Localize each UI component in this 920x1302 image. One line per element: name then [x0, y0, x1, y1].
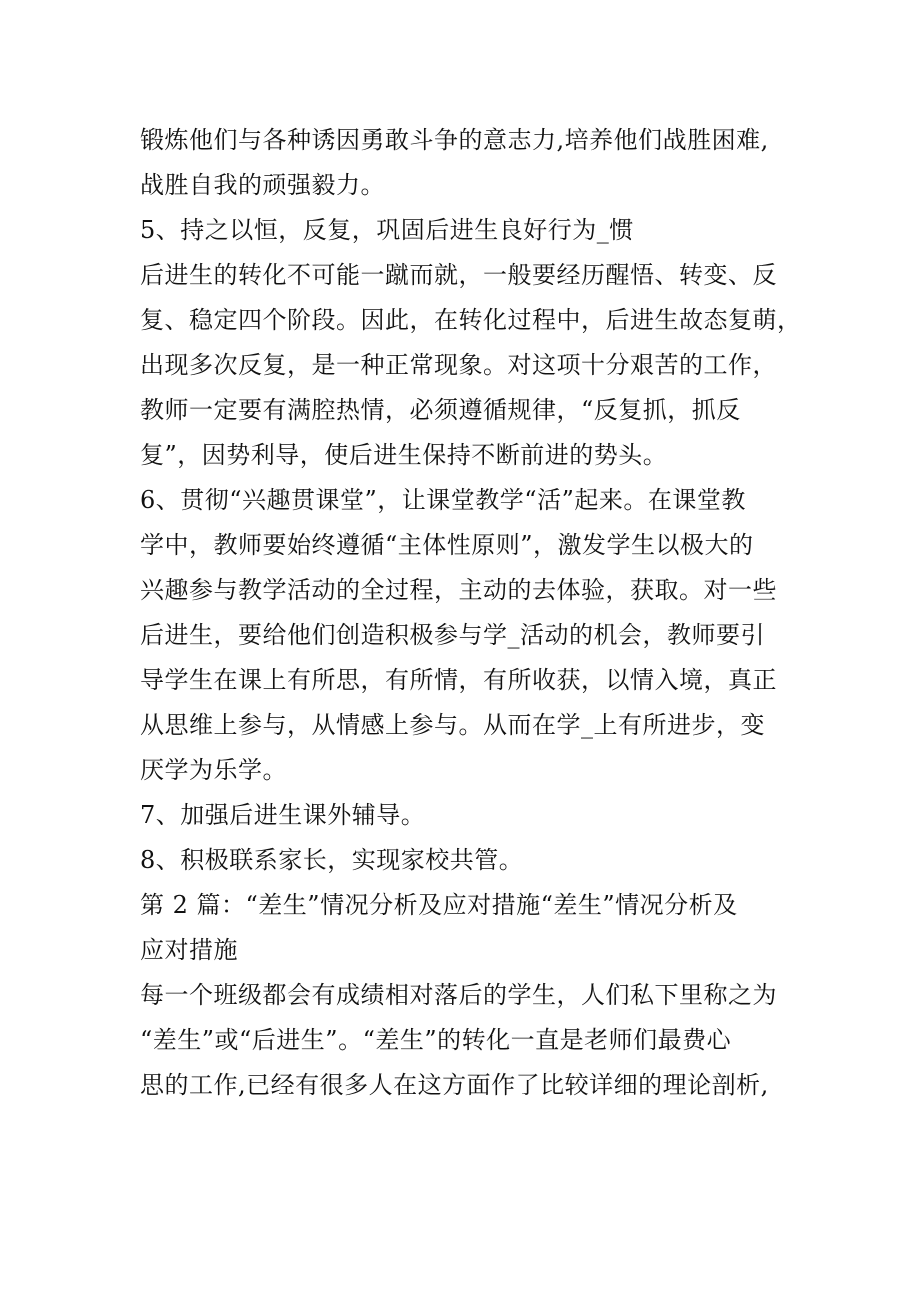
text-line: “差生”或“后进生”。“差生”的转化一直是老师们最费心 — [140, 1026, 732, 1054]
list-item-heading: 7、加强后进生课外辅导。 — [140, 801, 426, 829]
text-line: 思的工作,已经有很多人在这方面作了比较详细的理论剖析, — [140, 1071, 769, 1099]
list-item-heading: 6、贯彻“兴趣贯课堂”，让课堂教学“活”起来。在课堂教 — [140, 486, 746, 514]
document-body — [140, 118, 805, 1108]
text-line: 从思维上参与，从情感上参与。从而在学_上有所进步，变 — [140, 711, 765, 739]
text-line: 后进生的转化不可能一蹴而就，一般要经历醒悟、转变、反 — [140, 261, 777, 289]
text-line: 导学生在课上有所思，有所情，有所收获，以情入境，真正 — [140, 666, 777, 694]
section-title: 应对措施 — [140, 936, 238, 964]
text-line: 锻炼他们与各种诱因勇敢斗争的意志力,培养他们战胜困难, — [140, 126, 769, 154]
text-line: 战胜自我的顽强毅力。 — [140, 171, 385, 199]
text-line: 学中，教师要始终遵循“主体性原则”，激发学生以极大的 — [140, 531, 754, 559]
text-line: 出现多次反复，是一种正常现象。对这项十分艰苦的工作， — [140, 351, 777, 379]
text-line: 后进生，要给他们创造积极参与学_活动的机会，教师要引 — [140, 621, 765, 649]
text-line: 复”，因势利导，使后进生保持不断前进的势头。 — [140, 441, 668, 469]
list-item-heading: 8、积极联系家长，实现家校共管。 — [140, 846, 524, 874]
section-title: 第 2 篇：“差生”情况分析及应对措施“差生”情况分析及 — [140, 891, 738, 919]
text-line: 复、稳定四个阶段。因此，在转化过程中，后进生故态复萌， — [140, 306, 802, 334]
text-line: 每一个班级都会有成绩相对落后的学生，人们私下里称之为 — [140, 981, 777, 1009]
text-line: 厌学为乐学。 — [140, 756, 287, 784]
list-item-heading: 5、持之以恒，反复，巩固后进生良好行为_惯 — [140, 216, 634, 244]
text-line: 教师一定要有满腔热情，必须遵循规律，“反复抓，抓反 — [140, 396, 741, 424]
text-line: 兴趣参与教学活动的全过程，主动的去体验，获取。对一些 — [140, 576, 777, 604]
